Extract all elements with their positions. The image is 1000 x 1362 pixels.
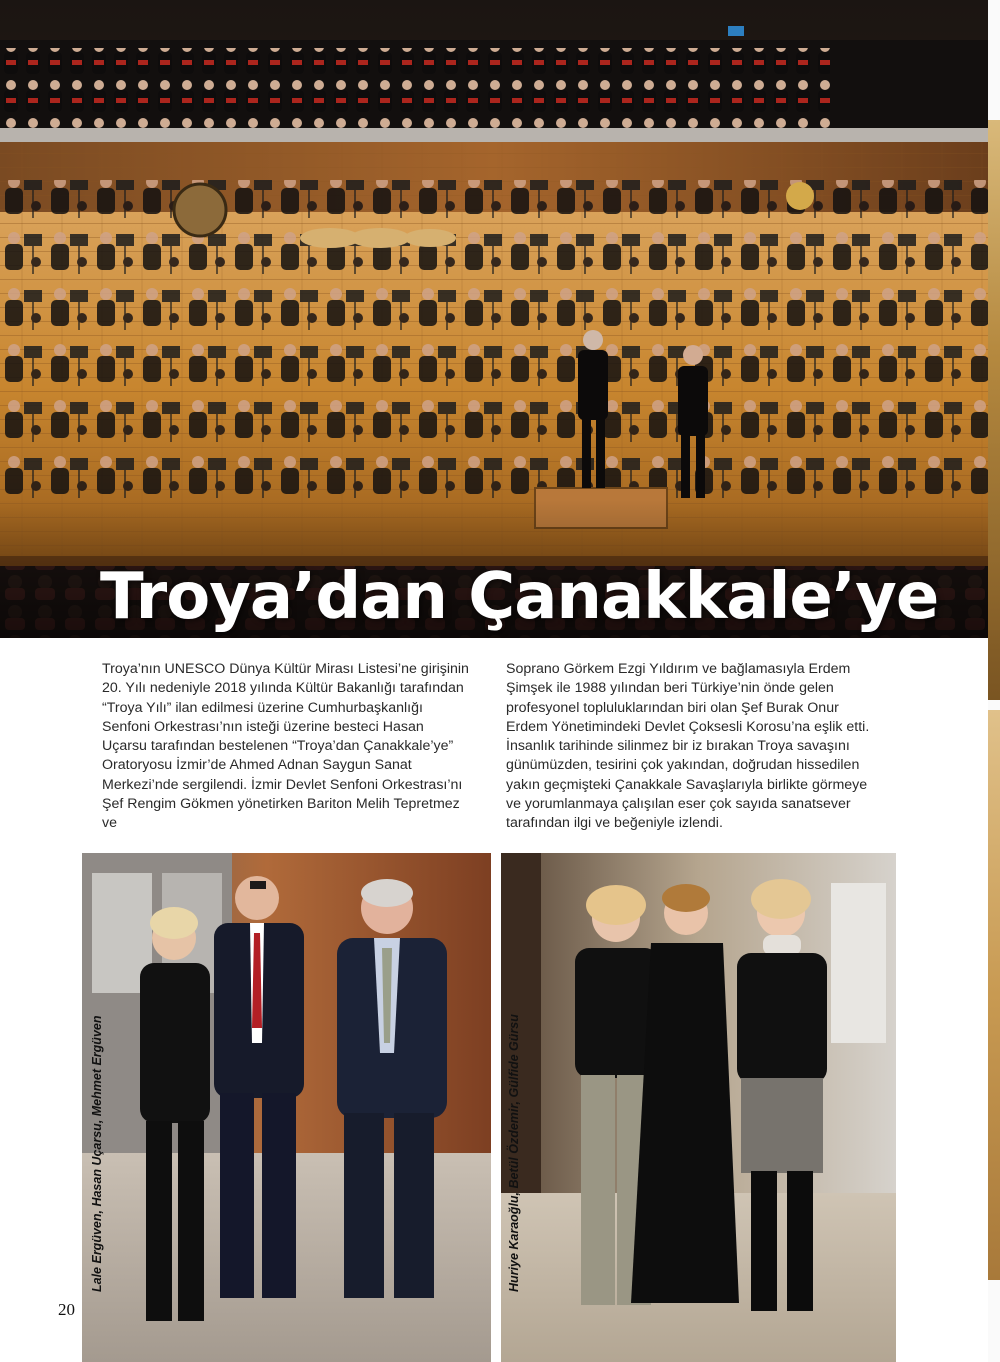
article-column-left (102, 660, 472, 834)
photo-left (82, 853, 491, 1362)
article-column-right (506, 660, 876, 834)
photo-caption-left: Lale Ergüven, Hasan Uçarsu, Mehmet Ergüven (90, 1015, 104, 1292)
hero-photo (0, 0, 988, 638)
photo-right (501, 853, 896, 1362)
group-portrait-photo (501, 853, 896, 1362)
group-portrait-photo (82, 853, 491, 1362)
orchestra-concert-photo (0, 0, 988, 638)
page-number: 20 (58, 1300, 75, 1319)
article-paragraph: Soprano Görkem Ezgi Yıldırım ve bağlamasıyla Erdem Şimşek ile 1988 yılından beri Türkiye’nin önde gelen profesyonel topluluklarından biri olan Şef Burak Onur Erdem Yönetimindeki Devlet Çoksesli Korosu’na eşlik etti. İnsanlık tarihinde silinmez bir iz bırakan Troya savaşını günümüzden, tesirini çok yakından, doğrudan hissedilen yakın geçmişteki Çanakkale Savaşlarıyla birlikte görmeye ve yorumlanmaya çalışılan eser çok sayıda sanatsever tarafından ilgi ve beğeniyle izlendi. (506, 661, 870, 832)
article-paragraph: Troya’nın UNESCO Dünya Kültür Mirası Listesi’ne girişinin 20. Yılı nedeniyle 2018 yılında Kültür Bakanlığı tarafından “Troya Yılı” ilan edilmesi üzerine Cumhurbaşkanlığı Senfoni Orkestrası’nın isteği üzerine besteci Hasan Uçarsu tarafından bestelenen “Troya’dan Çanakkale’ye” Oratoryosu İzmir’de Ahmed Adnan Saygun Sanat Merkezi’nde sergilendi. İzmir Devlet Senfoni Orkestrası’nı Şef Rengim Gökmen yönetirken Bariton Melih Tepretmez ve (102, 661, 469, 832)
photo-caption-right: Huriye Karaoğlu, Betül Özdemir, Gülfide Gürsu (507, 1014, 521, 1292)
adjacent-page-edge (988, 0, 1000, 1362)
adjacent-page-image-top (988, 120, 1000, 700)
article-title: Troya’dan Çanakkale’ye (100, 560, 939, 634)
adjacent-page-image-bottom (988, 710, 1000, 1280)
